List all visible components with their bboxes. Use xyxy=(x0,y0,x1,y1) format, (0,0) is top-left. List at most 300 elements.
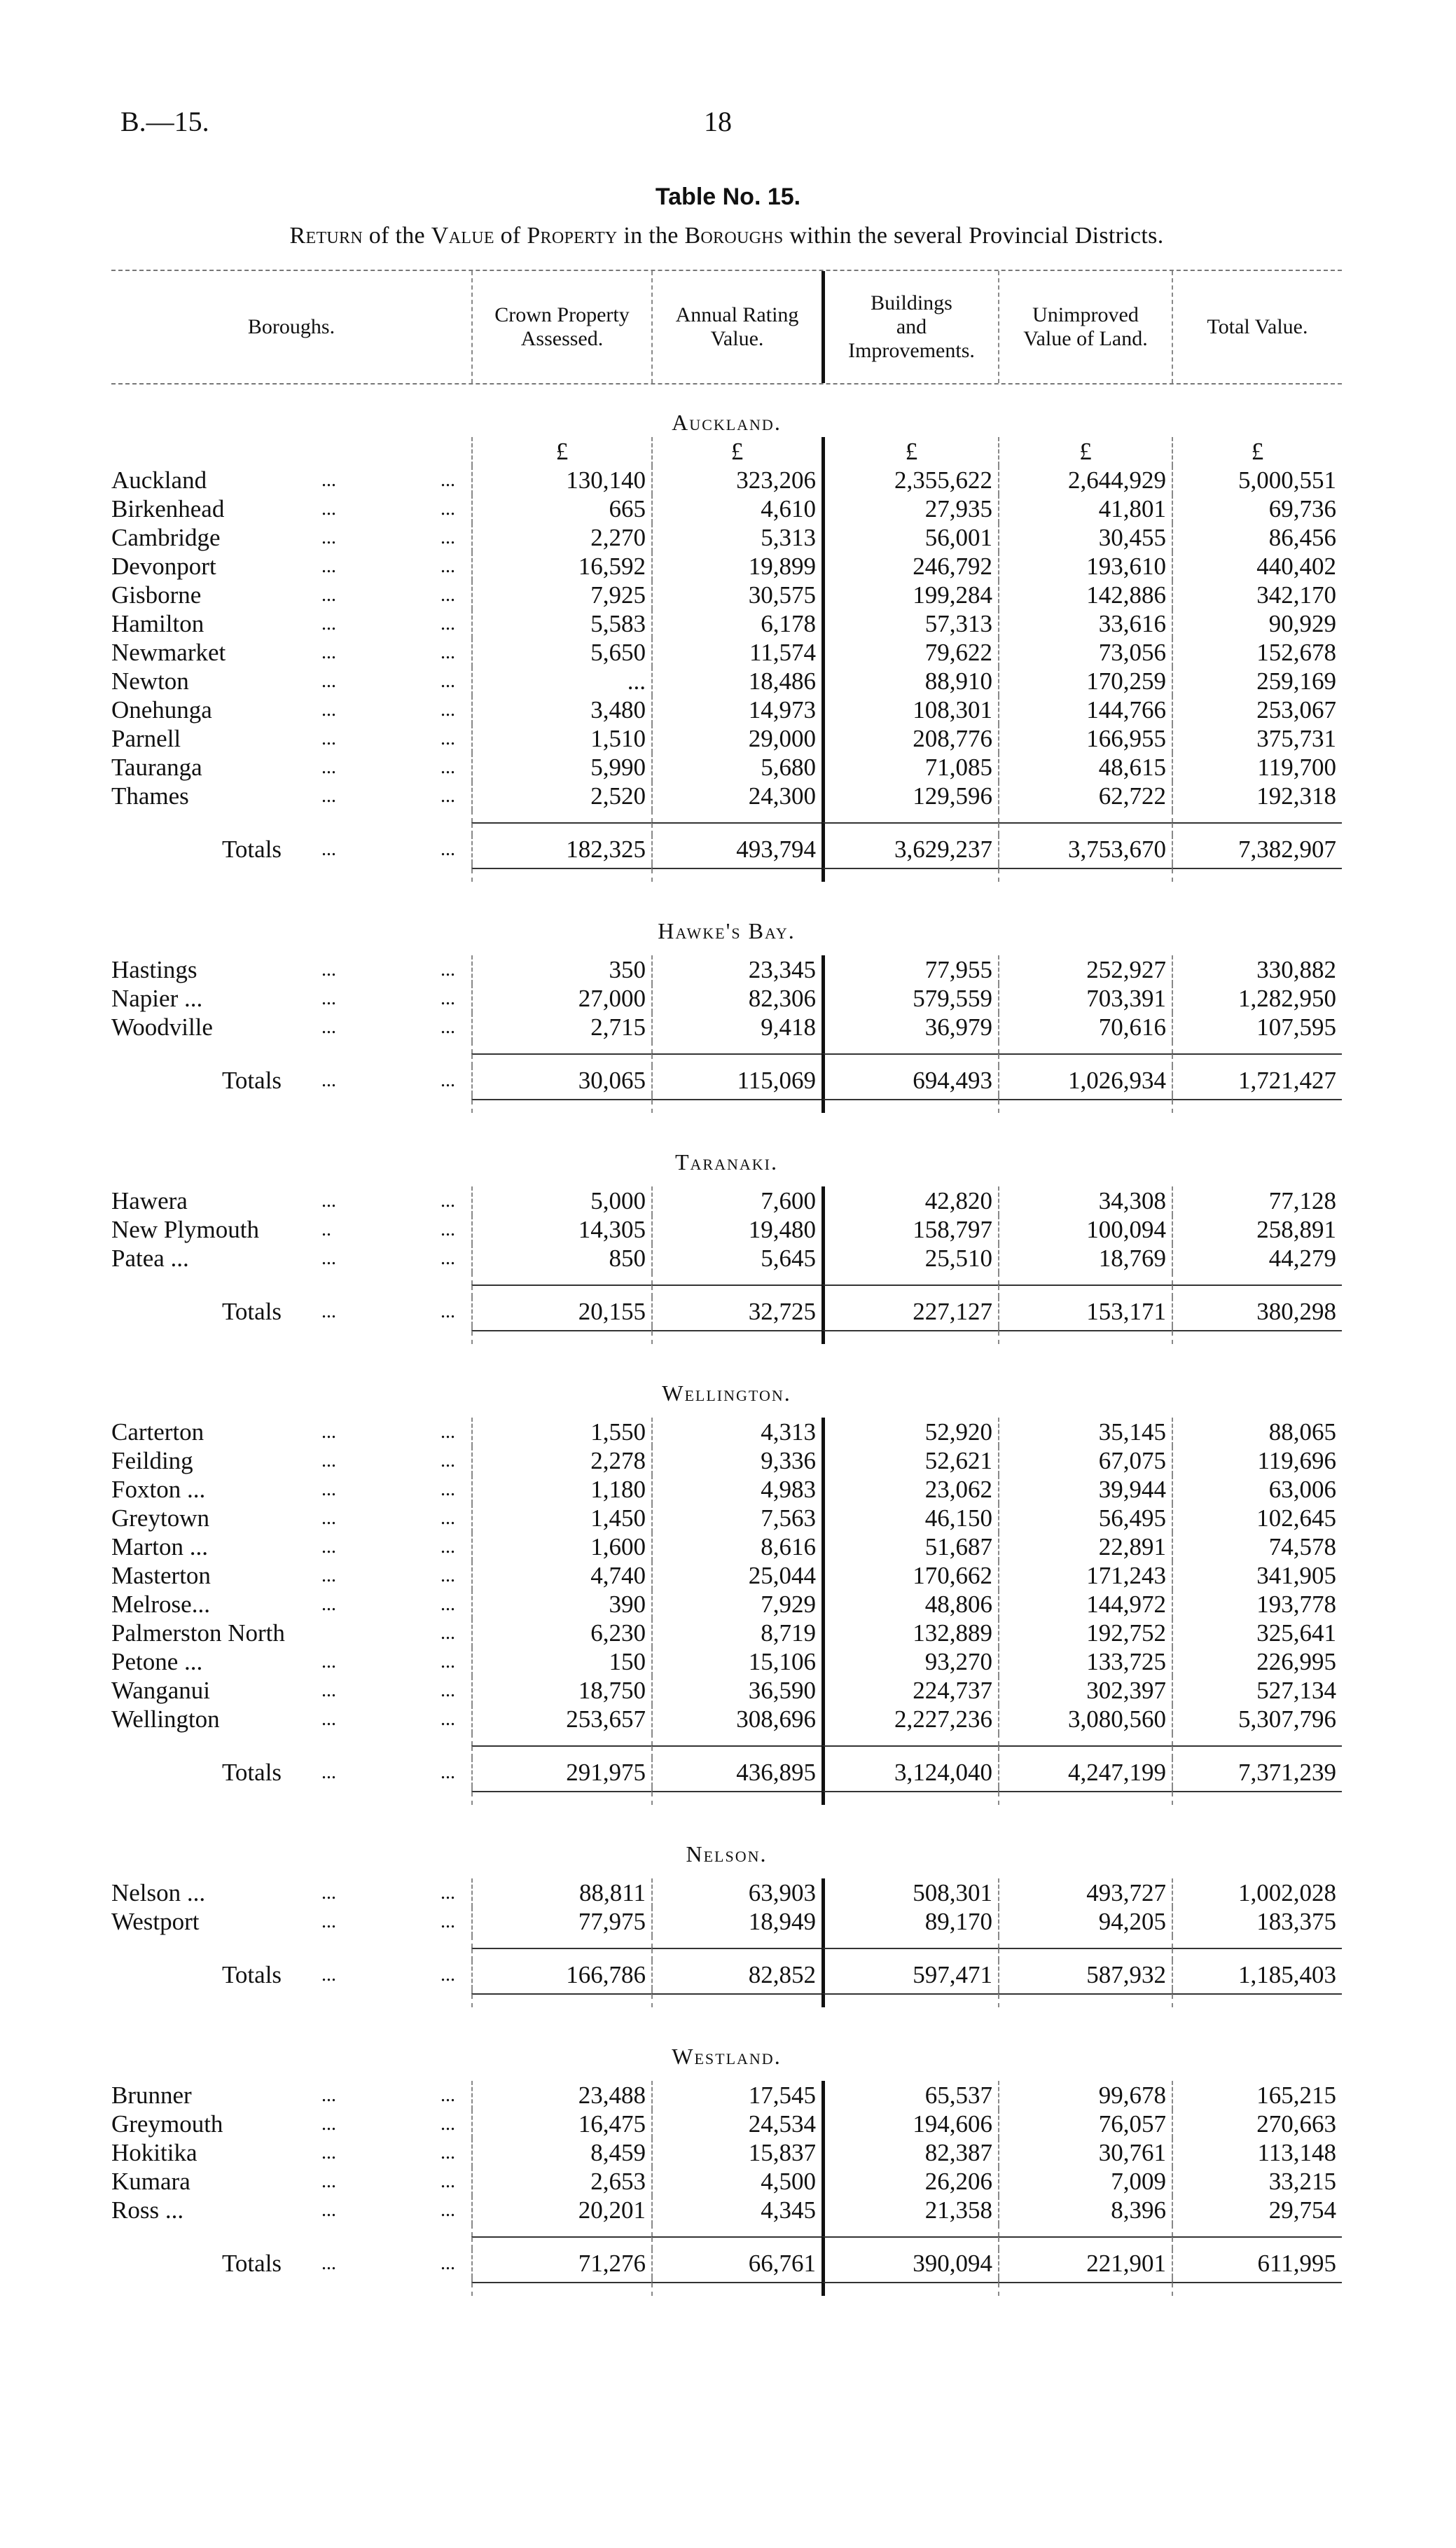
value-cell: 35,145 xyxy=(998,1418,1172,1446)
value-cell: 48,615 xyxy=(998,753,1172,782)
cell xyxy=(471,1805,651,1840)
cell xyxy=(111,2071,471,2081)
leader-dots: ... xyxy=(441,2170,455,2192)
column-header-line: Annual Rating xyxy=(675,303,799,326)
cell xyxy=(998,1041,1172,1053)
value-cell: 7,382,907 xyxy=(1172,835,1342,864)
cell xyxy=(471,869,651,882)
value-cell: 133,725 xyxy=(998,1647,1172,1676)
leader-dots: ... xyxy=(321,2170,336,2192)
cell xyxy=(821,1936,998,1948)
leader-dots: ... xyxy=(441,584,455,606)
value-cell: 142,886 xyxy=(998,581,1172,609)
cell xyxy=(821,1100,998,1113)
borough-name: Masterton xyxy=(111,1562,211,1589)
cell xyxy=(471,882,651,917)
value-cell: 44,279 xyxy=(1172,1244,1342,1273)
currency-symbol: £ xyxy=(1172,437,1342,466)
value-cell: 94,205 xyxy=(998,1907,1172,1936)
leader-dots: ... xyxy=(321,1593,336,1615)
cell xyxy=(471,1995,651,2007)
column-header xyxy=(1172,271,1342,383)
value-cell: 4,500 xyxy=(651,2167,821,2196)
cell xyxy=(998,1177,1172,1186)
value-cell: 1,550 xyxy=(471,1418,651,1446)
spacer xyxy=(111,1747,1342,1758)
cell xyxy=(651,869,821,882)
leader-dots: ... xyxy=(441,613,455,635)
cell xyxy=(651,1055,821,1066)
table-row xyxy=(111,1561,1342,1590)
value-cell: 27,935 xyxy=(821,494,998,523)
value-cell: 129,596 xyxy=(821,782,998,810)
spacer xyxy=(111,1177,1342,1186)
value-cell: 65,537 xyxy=(821,2081,998,2110)
table-row xyxy=(111,1446,1342,1475)
value-cell: 24,300 xyxy=(651,782,821,810)
table-row xyxy=(111,1244,1342,1273)
cell xyxy=(998,824,1172,835)
value-cell: 3,629,237 xyxy=(821,835,998,864)
value-cell: 25,510 xyxy=(821,1244,998,1273)
spacer xyxy=(111,869,1342,882)
value-cell: 153,171 xyxy=(998,1297,1172,1326)
borough-cell xyxy=(111,2081,471,2110)
value-cell: 115,069 xyxy=(651,1066,821,1095)
cell xyxy=(111,1113,471,1148)
cell xyxy=(821,2238,998,2249)
cell xyxy=(998,1805,1172,1840)
borough-cell xyxy=(111,1590,471,1619)
table-row xyxy=(111,1418,1342,1446)
leader-dots: ... xyxy=(321,1761,336,1783)
cell xyxy=(821,1747,998,1758)
cell xyxy=(998,1344,1172,1379)
borough-cell xyxy=(111,984,471,1013)
totals-label: Totals xyxy=(222,1759,282,1786)
cell xyxy=(998,2071,1172,2081)
leader-dots: ... xyxy=(321,959,336,981)
cell xyxy=(821,1041,998,1053)
cell xyxy=(998,2007,1172,2042)
cell xyxy=(651,1344,821,1379)
value-cell: 23,345 xyxy=(651,955,821,984)
borough-name: Greymouth xyxy=(111,2110,223,2138)
borough-name: Woodville xyxy=(111,1013,213,1041)
value-cell: 2,715 xyxy=(471,1013,651,1041)
leader-dots: ... xyxy=(441,785,455,807)
totals-label: Totals xyxy=(222,1961,282,1988)
borough-name: Auckland xyxy=(111,466,207,494)
value-cell: 52,920 xyxy=(821,1418,998,1446)
borough-name: Foxton ... xyxy=(111,1476,206,1503)
cell xyxy=(651,385,821,408)
currency-row xyxy=(111,437,1342,466)
value-cell: 119,696 xyxy=(1172,1446,1342,1475)
cell xyxy=(651,1949,821,1960)
value-cell: 253,067 xyxy=(1172,695,1342,724)
cell xyxy=(1172,882,1342,917)
leader-dots: ... xyxy=(441,1479,455,1500)
cell xyxy=(651,2007,821,2042)
leader-dots: ... xyxy=(441,1593,455,1615)
value-cell: 89,170 xyxy=(821,1907,998,1936)
table-row xyxy=(111,552,1342,581)
spacer xyxy=(111,2071,1342,2081)
value-cell: 694,493 xyxy=(821,1066,998,1095)
value-cell: 15,106 xyxy=(651,1647,821,1676)
value-cell: 100,094 xyxy=(998,1215,1172,1244)
district-section xyxy=(111,882,1342,1113)
value-cell: 380,298 xyxy=(1172,1297,1342,1326)
leader-dots: ... xyxy=(321,756,336,778)
cell xyxy=(111,882,471,917)
table-row xyxy=(111,1647,1342,1676)
table-row xyxy=(111,667,1342,695)
table-row xyxy=(111,1532,1342,1561)
value-cell: 17,545 xyxy=(651,2081,821,2110)
value-cell: 67,075 xyxy=(998,1446,1172,1475)
totals-label: Totals xyxy=(222,2250,282,2277)
cell xyxy=(471,2283,651,2296)
column-header-line: Buildings xyxy=(871,291,952,314)
cell xyxy=(471,1949,651,1960)
value-cell: 5,000,551 xyxy=(1172,466,1342,494)
value-cell: 330,882 xyxy=(1172,955,1342,984)
cell xyxy=(998,1055,1172,1066)
leader-dots: ... xyxy=(321,584,336,606)
value-cell: 152,678 xyxy=(1172,638,1342,667)
cell xyxy=(651,1733,821,1745)
borough-cell xyxy=(111,753,471,782)
value-cell: 30,575 xyxy=(651,581,821,609)
value-cell: 36,979 xyxy=(821,1013,998,1041)
cell xyxy=(821,2071,998,2081)
cell xyxy=(1172,2224,1342,2236)
value-cell: 5,313 xyxy=(651,523,821,552)
value-cell: 192,318 xyxy=(1172,782,1342,810)
value-cell: 27,000 xyxy=(471,984,651,1013)
value-cell: 88,065 xyxy=(1172,1418,1342,1446)
value-cell: 23,488 xyxy=(471,2081,651,2110)
value-cell: 5,990 xyxy=(471,753,651,782)
cell xyxy=(471,2007,651,2042)
borough-name: Tauranga xyxy=(111,754,202,781)
leader-dots: ... xyxy=(321,2084,336,2106)
value-cell: 119,700 xyxy=(1172,753,1342,782)
value-cell: 20,201 xyxy=(471,2196,651,2224)
leader-dots: ... xyxy=(321,1680,336,1701)
column-header-line: Value of Land. xyxy=(1023,327,1148,350)
spacer xyxy=(111,1331,1342,1344)
leader-dots: ... xyxy=(321,1450,336,1472)
borough-name: Feilding xyxy=(111,1447,193,1474)
district-section xyxy=(111,1344,1342,1805)
spacer xyxy=(111,1344,1342,1379)
value-cell: 325,641 xyxy=(1172,1619,1342,1647)
cell xyxy=(651,1747,821,1758)
cell xyxy=(821,1331,998,1344)
borough-cell xyxy=(111,1215,471,1244)
table-row xyxy=(111,2167,1342,2196)
value-cell: 82,852 xyxy=(651,1960,821,1989)
leader-dots: ... xyxy=(441,642,455,663)
value-cell: 611,995 xyxy=(1172,2249,1342,2278)
leader-dots: ... xyxy=(441,1565,455,1586)
value-cell: 170,662 xyxy=(821,1561,998,1590)
leader-dots: ... xyxy=(441,2113,455,2135)
cell xyxy=(821,824,998,835)
cell xyxy=(111,1949,471,1960)
table-row xyxy=(111,1475,1342,1504)
cell xyxy=(111,1041,471,1053)
cell xyxy=(651,810,821,822)
value-cell: 246,792 xyxy=(821,552,998,581)
district-heading: Westland. xyxy=(672,2044,782,2069)
cell xyxy=(471,1869,651,1878)
cell xyxy=(821,946,998,955)
value-cell: 9,336 xyxy=(651,1446,821,1475)
spacer xyxy=(111,1100,1342,1113)
value-cell: 182,325 xyxy=(471,835,651,864)
table-row xyxy=(111,638,1342,667)
cell xyxy=(1172,2238,1342,2249)
value-cell: 107,595 xyxy=(1172,1013,1342,1041)
cell xyxy=(471,1733,651,1745)
value-cell: 82,387 xyxy=(821,2138,998,2167)
currency-symbol: £ xyxy=(998,437,1172,466)
spacer xyxy=(111,1041,1342,1053)
borough-name: Cambridge xyxy=(111,524,221,551)
value-cell: 193,778 xyxy=(1172,1590,1342,1619)
value-cell: 77,975 xyxy=(471,1907,651,1936)
leader-dots: ... xyxy=(321,469,336,491)
value-cell: 11,574 xyxy=(651,638,821,667)
borough-name: Parnell xyxy=(111,725,181,752)
value-cell: 93,270 xyxy=(821,1647,998,1676)
table-row xyxy=(111,984,1342,1013)
cell xyxy=(471,946,651,955)
subtitle-part: in the xyxy=(617,223,685,249)
cell xyxy=(471,1331,651,1344)
leader-dots: ... xyxy=(321,2199,336,2221)
value-cell: 158,797 xyxy=(821,1215,998,1244)
cell xyxy=(651,2224,821,2236)
leader-dots: ... xyxy=(441,1190,455,1212)
borough-cell xyxy=(111,2138,471,2167)
leader-dots: ... xyxy=(321,1016,336,1038)
column-header-line: and xyxy=(896,315,927,338)
cell xyxy=(998,1286,1172,1297)
cell xyxy=(1172,1273,1342,1285)
leader-dots: ... xyxy=(321,2113,336,2135)
value-cell: 208,776 xyxy=(821,724,998,753)
value-cell: 170,259 xyxy=(998,667,1172,695)
leader-dots: ... xyxy=(321,2252,336,2274)
borough-name: New Plymouth xyxy=(111,1216,259,1243)
value-cell: 183,375 xyxy=(1172,1907,1342,1936)
cell xyxy=(651,2283,821,2296)
value-cell: 270,663 xyxy=(1172,2110,1342,2138)
cell xyxy=(821,1055,998,1066)
district-section xyxy=(111,1113,1342,1344)
cell xyxy=(821,869,998,882)
leader-dots: ... xyxy=(321,642,336,663)
spacer xyxy=(111,824,1342,835)
value-cell: 7,925 xyxy=(471,581,651,609)
value-cell: 308,696 xyxy=(651,1705,821,1733)
borough-cell xyxy=(111,695,471,724)
column-header xyxy=(821,271,998,383)
cell xyxy=(1172,1936,1342,1948)
cell xyxy=(651,1113,821,1148)
value-cell: 57,313 xyxy=(821,609,998,638)
cell xyxy=(111,1273,471,1285)
cell xyxy=(651,1041,821,1053)
cell xyxy=(1172,1869,1342,1878)
value-cell: 1,002,028 xyxy=(1172,1878,1342,1907)
value-cell: 14,973 xyxy=(651,695,821,724)
value-cell: 8,616 xyxy=(651,1532,821,1561)
cell xyxy=(821,1805,998,1840)
borough-cell xyxy=(111,1297,471,1326)
table-row xyxy=(111,1590,1342,1619)
table-row xyxy=(111,581,1342,609)
spacer xyxy=(111,946,1342,955)
value-cell: 258,891 xyxy=(1172,1215,1342,1244)
leader-dots: ... xyxy=(441,1507,455,1529)
borough-cell xyxy=(111,1619,471,1647)
totals-row xyxy=(111,1297,1342,1326)
cell xyxy=(651,2238,821,2249)
cell xyxy=(821,1733,998,1745)
cell xyxy=(821,1792,998,1805)
borough-cell xyxy=(111,1676,471,1705)
cell xyxy=(111,1344,471,1379)
leader-dots: ... xyxy=(441,728,455,749)
value-cell: 22,891 xyxy=(998,1532,1172,1561)
cell xyxy=(821,1949,998,1960)
value-cell: 5,000 xyxy=(471,1186,651,1215)
value-cell: 252,927 xyxy=(998,955,1172,984)
cell xyxy=(111,824,471,835)
table-body xyxy=(111,385,1342,2296)
cell xyxy=(111,1805,471,1840)
leader-dots: ... xyxy=(441,1911,455,1932)
borough-cell xyxy=(111,1878,471,1907)
value-cell: 1,721,427 xyxy=(1172,1066,1342,1095)
value-cell: 46,150 xyxy=(821,1504,998,1532)
leader-dots: ... xyxy=(441,699,455,721)
borough-cell xyxy=(111,581,471,609)
leader-dots: ... xyxy=(321,1565,336,1586)
value-cell: 5,680 xyxy=(651,753,821,782)
value-cell: 508,301 xyxy=(821,1878,998,1907)
spacer xyxy=(111,1055,1342,1066)
value-cell: 1,600 xyxy=(471,1532,651,1561)
table-row xyxy=(111,2081,1342,2110)
value-cell: 73,056 xyxy=(998,638,1172,667)
value-cell: 18,769 xyxy=(998,1244,1172,1273)
subtitle-part: Return xyxy=(289,223,363,249)
leader-dots: ... xyxy=(441,555,455,577)
value-cell: 16,475 xyxy=(471,2110,651,2138)
leader-dots: ... xyxy=(441,1622,455,1644)
cell xyxy=(111,1055,471,1066)
value-cell: 493,727 xyxy=(998,1878,1172,1907)
cell xyxy=(821,1408,998,1418)
borough-name: Birkenhead xyxy=(111,495,225,522)
leader-dots: ... xyxy=(441,2142,455,2163)
borough-name: Newton xyxy=(111,667,189,695)
borough-cell xyxy=(111,638,471,667)
value-cell: 6,178 xyxy=(651,609,821,638)
borough-cell xyxy=(111,1244,471,1273)
value-cell: 19,480 xyxy=(651,1215,821,1244)
column-header-line: Unimproved xyxy=(1032,303,1139,326)
cell xyxy=(111,1869,471,1878)
cell xyxy=(1172,1286,1342,1297)
cell xyxy=(1172,1408,1342,1418)
leader-dots: ... xyxy=(321,1301,336,1322)
borough-cell xyxy=(111,1418,471,1446)
value-cell: 26,206 xyxy=(821,2167,998,2196)
cell xyxy=(821,810,998,822)
cell xyxy=(998,1100,1172,1113)
value-cell: 150 xyxy=(471,1647,651,1676)
borough-cell xyxy=(111,724,471,753)
value-cell: 4,345 xyxy=(651,2196,821,2224)
value-cell: 194,606 xyxy=(821,2110,998,2138)
district-section xyxy=(111,1805,1342,2007)
value-cell: 259,169 xyxy=(1172,667,1342,695)
leader-dots: ... xyxy=(441,1761,455,1783)
value-cell: 51,687 xyxy=(821,1532,998,1561)
leader-dots: ... xyxy=(441,1882,455,1904)
table-subtitle xyxy=(111,223,1342,249)
cell xyxy=(471,1100,651,1113)
leader-dots: ... xyxy=(321,555,336,577)
cell xyxy=(651,824,821,835)
leader-dots: ... xyxy=(441,988,455,1009)
totals-row xyxy=(111,1758,1342,1787)
totals-row xyxy=(111,1066,1342,1095)
column-header-line: Improvements. xyxy=(848,339,975,362)
leader-dots: ... xyxy=(441,498,455,520)
borough-cell xyxy=(111,2196,471,2224)
leader-dots: ... xyxy=(441,1016,455,1038)
cell xyxy=(471,1936,651,1948)
borough-cell xyxy=(111,1186,471,1215)
value-cell: 102,645 xyxy=(1172,1504,1342,1532)
value-cell: 199,284 xyxy=(821,581,998,609)
borough-name: Newmarket xyxy=(111,639,226,666)
leader-dots: ... xyxy=(441,959,455,981)
value-cell: 52,621 xyxy=(821,1446,998,1475)
subtitle-part: Value xyxy=(431,223,494,249)
table-row xyxy=(111,494,1342,523)
spacer xyxy=(111,1805,1342,1840)
value-cell: 144,766 xyxy=(998,695,1172,724)
cell xyxy=(1172,385,1342,408)
value-cell: 39,944 xyxy=(998,1475,1172,1504)
borough-cell xyxy=(111,466,471,494)
cell xyxy=(471,385,651,408)
district-heading: Wellington. xyxy=(662,1380,791,1406)
leader-dots: ... xyxy=(321,838,336,860)
cell xyxy=(651,1805,821,1840)
currency-symbol: £ xyxy=(821,437,998,466)
